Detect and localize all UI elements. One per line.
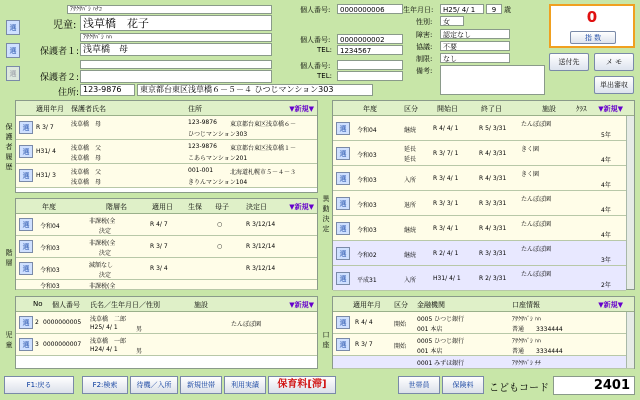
row-kind: 入所 bbox=[404, 277, 417, 284]
row-account-name: ｱｻｸｻﾊﾞｼ ﾊﾊ bbox=[512, 338, 541, 345]
disability-field[interactable]: 認定なし bbox=[440, 29, 510, 39]
col-address: 住所 bbox=[188, 105, 202, 113]
row-class: 5年 bbox=[601, 132, 611, 139]
row-account-name: ｱｻｸｻﾊﾞｼ ﾊﾊ bbox=[512, 316, 541, 323]
row-apply-date: R 3/ 4 bbox=[150, 265, 168, 272]
row-name: 浅草橋 父 bbox=[71, 169, 102, 176]
row-level-status: 決定 bbox=[99, 272, 112, 279]
child-row bbox=[16, 334, 317, 356]
row-start: R 3/ 7/ 1 bbox=[433, 150, 459, 157]
insurance-fee-button[interactable]: 保険料 bbox=[442, 376, 484, 394]
guardian-row bbox=[16, 164, 317, 188]
children-section-label: 児童 bbox=[3, 296, 15, 369]
guardian1-label: 保護者１: bbox=[40, 47, 80, 57]
row-date: R 3/ 7 bbox=[36, 124, 54, 131]
row-kind: 継続 bbox=[404, 227, 417, 234]
row-start: H31/ 4/ 1 bbox=[433, 275, 461, 282]
row-address: 東京都台東区浅草橋６－ bbox=[230, 121, 297, 128]
row-name: 浅草橋 父 bbox=[71, 145, 102, 152]
row-address: 東京都台東区浅草橋１－ bbox=[230, 145, 297, 152]
level-new-button[interactable]: ▼新規▼ bbox=[289, 203, 314, 211]
row-year: 令和03 bbox=[40, 283, 60, 290]
row-branch: 001 本店 bbox=[417, 326, 443, 333]
row-id: 0000000007 bbox=[43, 341, 82, 348]
select-button[interactable]: 選 bbox=[336, 122, 350, 135]
row-end: R 2/ 3/31 bbox=[479, 275, 507, 282]
child-code-field[interactable]: 2401 bbox=[553, 376, 635, 395]
col-class: ｸﾗｽ bbox=[576, 105, 587, 113]
condition-field[interactable]: 不要 bbox=[440, 41, 510, 51]
row-address-2: ひつじマンション303 bbox=[188, 131, 248, 138]
decision-header bbox=[333, 101, 634, 116]
col-level-name: 階層名 bbox=[106, 203, 127, 211]
usage-record-button[interactable]: 利用実績 bbox=[224, 376, 266, 394]
row-start: R 2/ 4/ 1 bbox=[433, 250, 459, 257]
count-value: 0 bbox=[586, 8, 598, 26]
row-facility: たんぽぽ園 bbox=[521, 196, 552, 203]
row-year: 令和04 bbox=[40, 223, 60, 230]
decision-row bbox=[333, 241, 626, 266]
col-bank: 金融機関 bbox=[417, 301, 445, 309]
childcare-fee-button[interactable]: 保育料[滞] bbox=[268, 376, 336, 394]
decision-scrollbar[interactable] bbox=[626, 116, 634, 289]
select-button[interactable]: 選 bbox=[336, 197, 350, 210]
children-new-button[interactable]: ▼新規▼ bbox=[289, 301, 314, 309]
guardian1-name-field[interactable]: 浅草橋 母 bbox=[80, 43, 272, 56]
select-button[interactable]: 選 bbox=[336, 316, 350, 329]
bank-section-label: 口座 bbox=[320, 296, 332, 369]
row-postal: 123-9876 bbox=[188, 143, 217, 150]
new-household-button[interactable]: 新規世帯 bbox=[180, 376, 222, 394]
row-level-name: 非課税(全 bbox=[89, 240, 116, 247]
row-date: R 4/ 4 bbox=[355, 319, 373, 326]
row-end: R 4/ 3/31 bbox=[479, 175, 507, 182]
col-seiho: 生保 bbox=[188, 203, 202, 211]
decision-panel bbox=[332, 100, 635, 290]
level-row bbox=[16, 214, 317, 236]
row-end: R 4/ 3/31 bbox=[479, 150, 507, 157]
decision-row bbox=[333, 116, 626, 141]
children-header bbox=[16, 297, 317, 312]
search-button[interactable]: F2:検索 bbox=[82, 376, 128, 394]
bank-scrollbar[interactable] bbox=[626, 312, 634, 368]
row-class: 4年 bbox=[601, 157, 611, 164]
col-name: 氏名／生年月日／性別 bbox=[90, 301, 160, 309]
col-end: 終了日 bbox=[481, 105, 502, 113]
level-panel bbox=[15, 198, 318, 290]
select-button[interactable]: 選 bbox=[19, 262, 33, 275]
row-account-number: 普通 3334444 bbox=[512, 348, 563, 355]
level-row bbox=[16, 280, 317, 290]
row-boshi: ○ bbox=[217, 243, 223, 250]
row-postal: 123-9876 bbox=[188, 119, 217, 126]
col-account: 口座情報 bbox=[512, 301, 540, 309]
row-year: 令和03 bbox=[357, 202, 377, 209]
row-level-name: 非課税(全 bbox=[89, 283, 116, 290]
count-box bbox=[549, 4, 635, 48]
address-label: 住所: bbox=[58, 88, 80, 98]
household-member-button[interactable]: 世帯員 bbox=[398, 376, 440, 394]
child-id-field[interactable]: 0000000006 bbox=[337, 4, 403, 14]
memo-button[interactable]: メ モ bbox=[594, 53, 634, 71]
notes-label: 備考: bbox=[416, 67, 433, 75]
row-class: 2年 bbox=[601, 282, 611, 289]
bank-new-button[interactable]: ▼新規▼ bbox=[598, 301, 623, 309]
guardian2-kana-field[interactable] bbox=[80, 60, 272, 69]
restriction-field[interactable]: なし bbox=[440, 53, 510, 63]
row-kind: 開始 bbox=[394, 343, 407, 350]
row-sex: 男 bbox=[136, 348, 143, 355]
bank-row bbox=[333, 334, 634, 356]
select-button[interactable]: 選 bbox=[19, 240, 33, 253]
col-facility: 施設 bbox=[194, 301, 208, 309]
row-birth: H24/ 4/ 1 bbox=[90, 346, 118, 353]
row-facility: たんぽぽ園 bbox=[521, 121, 552, 128]
notes-field[interactable] bbox=[440, 65, 545, 95]
select-button[interactable]: 選 bbox=[336, 222, 350, 235]
select-button[interactable]: 選 bbox=[336, 247, 350, 260]
row-address-2: こあらマンション201 bbox=[188, 155, 248, 162]
select-button[interactable]: 選 bbox=[19, 316, 33, 329]
postal-field[interactable]: 123-9876 bbox=[80, 84, 135, 96]
row-year: 平成31 bbox=[357, 277, 377, 284]
level-row bbox=[16, 236, 317, 258]
col-no: No bbox=[33, 300, 43, 308]
select-button[interactable]: 選 bbox=[19, 338, 33, 351]
row-postal: 001-001 bbox=[188, 167, 214, 174]
level-section-label: 階層 bbox=[3, 198, 15, 290]
col-year: 年度 bbox=[42, 203, 56, 211]
col-year: 年度 bbox=[363, 105, 377, 113]
col-apply-date: 適用日 bbox=[152, 203, 173, 211]
address-field[interactable]: 東京都台東区浅草橋６－５－４ ひつじマンション303 bbox=[137, 84, 373, 96]
guardian2-label: 保護者２: bbox=[40, 73, 80, 83]
guardian-row bbox=[16, 140, 317, 164]
row-id: 0000000005 bbox=[43, 319, 82, 326]
row-date: R 3/ 7 bbox=[355, 341, 373, 348]
row-start: R 3/ 4/ 1 bbox=[433, 175, 459, 182]
sex-field[interactable]: 女 bbox=[440, 16, 464, 26]
decision-row bbox=[333, 191, 626, 216]
col-date: 適用年月 bbox=[353, 301, 381, 309]
child-code-label: こどもコード bbox=[489, 383, 549, 394]
row-kind: 継続 bbox=[404, 127, 417, 134]
disability-label: 障害: bbox=[416, 31, 433, 39]
row-level-name: 減額なし bbox=[89, 262, 114, 269]
bank-header bbox=[333, 297, 634, 312]
select-button-top-2[interactable]: 選 bbox=[6, 43, 20, 58]
row-start: R 3/ 4/ 1 bbox=[433, 225, 459, 232]
row-bank: 0005 ひつじ銀行 bbox=[417, 316, 465, 323]
col-kind: 区分 bbox=[394, 301, 408, 309]
row-name-2: 浅草橋 母 bbox=[71, 155, 102, 162]
row-start: R 4/ 4/ 1 bbox=[433, 125, 459, 132]
col-id: 個人番号 bbox=[52, 301, 80, 309]
child-label: 児童: bbox=[53, 20, 77, 31]
row-year: 令和04 bbox=[357, 127, 377, 134]
row-name-2: 浅草橋 母 bbox=[71, 179, 102, 186]
tel-label-2: TEL: bbox=[317, 72, 332, 80]
decision-row bbox=[333, 216, 626, 241]
row-no: 2 bbox=[35, 319, 39, 326]
row-no: 3 bbox=[35, 341, 39, 348]
select-button[interactable]: 選 bbox=[19, 121, 33, 134]
select-button[interactable]: 選 bbox=[336, 147, 350, 160]
row-facility: たんぽぽ園 bbox=[521, 271, 552, 278]
row-kind: 継続 bbox=[404, 252, 417, 259]
count-button[interactable]: 指 数 bbox=[570, 31, 616, 44]
child-row bbox=[16, 312, 317, 334]
select-button-top-3[interactable]: 選 bbox=[6, 66, 20, 81]
guardian1-id-field[interactable]: 0000000002 bbox=[337, 34, 403, 44]
row-date: H31/ 3 bbox=[36, 172, 56, 179]
row-account-name: ｱｻｸｻﾊﾞｼ ﾁﾁ bbox=[512, 360, 541, 367]
col-kind: 区分 bbox=[404, 105, 418, 113]
col-facility: 施設 bbox=[542, 105, 556, 113]
row-name: 浅草橋 母 bbox=[71, 121, 102, 128]
select-button[interactable]: 選 bbox=[19, 169, 33, 182]
row-class: 4年 bbox=[601, 182, 611, 189]
send-to-button[interactable]: 送付先 bbox=[549, 53, 589, 71]
guardian-history-section-label: 保護者履歴 bbox=[3, 100, 15, 195]
row-facility: たんぽぽ園 bbox=[521, 246, 552, 253]
row-boshi: ○ bbox=[217, 221, 223, 228]
tel-field[interactable]: 1234567 bbox=[337, 45, 403, 55]
bank-panel bbox=[332, 296, 635, 369]
select-button[interactable]: 選 bbox=[336, 172, 350, 185]
row-kind: 入所 bbox=[404, 177, 417, 184]
col-guardian-name: 保護者氏名 bbox=[71, 105, 106, 113]
restriction-label: 制限: bbox=[416, 55, 433, 63]
row-branch: 001 本店 bbox=[417, 348, 443, 355]
guardian-row bbox=[16, 116, 317, 140]
row-year: 令和03 bbox=[357, 177, 377, 184]
id-label-1: 個人番号: bbox=[300, 6, 331, 14]
row-year: 令和03 bbox=[357, 152, 377, 159]
birth-label: 生年月日: bbox=[403, 6, 434, 14]
row-level-status: 決定 bbox=[99, 228, 112, 235]
col-boshi: 母子 bbox=[215, 203, 229, 211]
row-year: 令和03 bbox=[40, 245, 60, 252]
select-button[interactable]: 選 bbox=[336, 272, 350, 285]
row-apply-date: R 3/ 7 bbox=[150, 243, 168, 250]
row-kind: 退所 bbox=[404, 202, 417, 209]
birth-field[interactable]: H25/ 4/ 1 bbox=[440, 4, 484, 14]
level-header bbox=[16, 199, 317, 214]
row-decided: R 3/12/14 bbox=[246, 265, 276, 272]
single-review-button[interactable]: 単出審収 bbox=[594, 76, 634, 94]
waiting-admission-button[interactable]: 待機／入所 bbox=[130, 376, 178, 394]
guardian-history-panel bbox=[15, 100, 318, 193]
guardian1-kana-field[interactable]: ｱｻｸｻﾊﾞｼ ﾊﾊ bbox=[80, 33, 272, 42]
row-class: 4年 bbox=[601, 207, 611, 214]
row-end: R 3/ 3/31 bbox=[479, 200, 507, 207]
decision-row bbox=[333, 166, 626, 191]
tel-field-2[interactable] bbox=[337, 71, 403, 81]
row-apply-date: R 4/ 7 bbox=[150, 221, 168, 228]
row-address: 北海道札幌市５－４－３ bbox=[230, 169, 297, 176]
col-decided: 決定日 bbox=[246, 203, 267, 211]
back-button[interactable]: F1:戻る bbox=[4, 376, 74, 394]
row-sex: 男 bbox=[136, 326, 143, 333]
bank-row bbox=[333, 312, 634, 334]
select-button[interactable]: 選 bbox=[19, 145, 33, 158]
row-name: 浅草橋 二郎 bbox=[90, 316, 127, 323]
row-class: 3年 bbox=[601, 257, 611, 264]
bank-row bbox=[333, 356, 634, 369]
guardian2-name-field[interactable] bbox=[80, 70, 272, 83]
decision-row bbox=[333, 141, 626, 166]
age-suffix: 歳 bbox=[504, 6, 511, 14]
row-address-2: きりんマンション104 bbox=[188, 179, 248, 186]
row-year: 令和03 bbox=[357, 227, 377, 234]
sex-label: 性別: bbox=[416, 18, 433, 26]
row-account-number: 普通 3334444 bbox=[512, 326, 563, 333]
child-kana-field[interactable]: ｱｻｸｻﾊﾞｼ ﾊﾅｺ bbox=[67, 5, 272, 14]
row-end: R 5/ 3/31 bbox=[479, 125, 507, 132]
row-facility: たんぽぽ園 bbox=[231, 321, 262, 328]
row-bank: 0005 ひつじ銀行 bbox=[417, 338, 465, 345]
row-level-name: 非課税(全 bbox=[89, 218, 116, 225]
id-label-2: 個人番号: bbox=[300, 36, 331, 44]
decision-new-button[interactable]: ▼新規▼ bbox=[598, 105, 623, 113]
row-facility: きく園 bbox=[521, 146, 540, 153]
row-kind: 延長 bbox=[404, 146, 417, 153]
guardian-history-header bbox=[16, 101, 317, 116]
row-start: R 3/ 3/ 1 bbox=[433, 200, 459, 207]
decision-row bbox=[333, 266, 626, 291]
row-birth: H25/ 4/ 1 bbox=[90, 324, 118, 331]
row-facility: たんぽぽ園 bbox=[521, 221, 552, 228]
col-date: 適用年月 bbox=[36, 105, 64, 113]
row-end: R 3/ 3/31 bbox=[479, 250, 507, 257]
row-date: H31/ 4 bbox=[36, 148, 56, 155]
guardian-new-button[interactable]: ▼新規▼ bbox=[289, 105, 314, 113]
row-decided: R 3/12/14 bbox=[246, 243, 276, 250]
row-end: R 4/ 3/31 bbox=[479, 225, 507, 232]
decision-section-label: 異動決定 bbox=[320, 100, 332, 290]
row-name: 浅草橋 一郎 bbox=[90, 338, 127, 345]
row-class: 4年 bbox=[601, 232, 611, 239]
row-year: 令和02 bbox=[357, 252, 377, 259]
condition-label: 協議: bbox=[416, 43, 433, 51]
select-button-top-1[interactable]: 選 bbox=[6, 20, 20, 35]
row-level-status: 決定 bbox=[99, 250, 112, 257]
row-bank: 0001 みずほ銀行 bbox=[417, 360, 465, 367]
col-start: 開始日 bbox=[437, 105, 458, 113]
select-button[interactable]: 選 bbox=[19, 218, 33, 231]
row-year: 令和03 bbox=[40, 267, 60, 274]
children-panel bbox=[15, 296, 318, 369]
level-row bbox=[16, 258, 317, 280]
guardian2-id-field[interactable] bbox=[337, 60, 403, 70]
id-label-3: 個人番号: bbox=[300, 62, 331, 70]
select-button[interactable]: 選 bbox=[336, 338, 350, 351]
row-facility: きく園 bbox=[521, 171, 540, 178]
row-decided: R 3/12/14 bbox=[246, 221, 276, 228]
child-name-field[interactable]: 浅草橋 花子 bbox=[80, 15, 272, 31]
age-field[interactable]: 9 bbox=[486, 4, 502, 14]
row-kind: 開始 bbox=[394, 321, 407, 328]
tel-label: TEL: bbox=[317, 46, 332, 54]
row-kind-2: 延長 bbox=[404, 156, 417, 163]
